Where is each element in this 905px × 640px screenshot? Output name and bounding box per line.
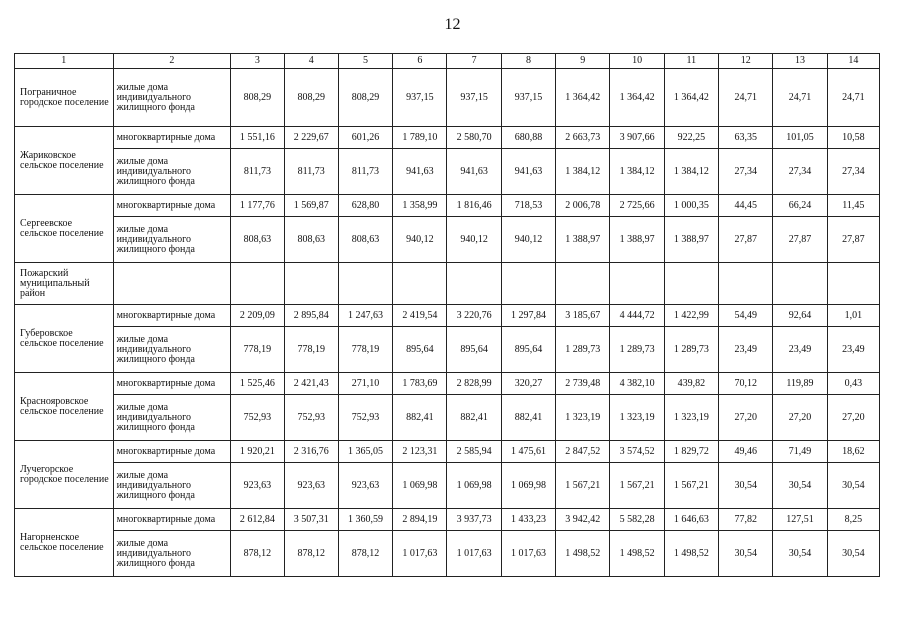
value-cell [231,263,284,305]
value-cell [501,263,555,305]
value-cell: 30,54 [773,531,827,577]
table-row [15,441,880,463]
value-cell: 882,41 [501,395,555,441]
housing-type-cell: многоквартирные дома [113,441,231,463]
value-cell: 3 937,73 [447,509,501,531]
value-cell: 1 364,42 [556,69,610,127]
value-cell: 44,45 [719,195,773,217]
column-number-cell: 10 [610,54,664,69]
tariff-table [14,53,880,577]
value-cell: 1 498,52 [610,531,664,577]
value-cell: 1 289,73 [556,327,610,373]
housing-type-cell: жилые дома индивидуального жилищного фонда [113,217,231,263]
value-cell: 30,54 [827,463,879,509]
value-cell: 2 123,31 [393,441,447,463]
value-cell: 1 384,12 [664,149,718,195]
value-cell: 628,80 [338,195,392,217]
housing-type-cell: жилые дома индивидуального жилищного фонда [113,69,231,127]
value-cell: 922,25 [664,127,718,149]
municipality-cell: Сергеевское сельское поселение [15,195,114,263]
value-cell: 24,71 [719,69,773,127]
value-cell: 878,12 [338,531,392,577]
value-cell: 811,73 [284,149,338,195]
municipality-cell: Пожарский муниципальный район [15,263,114,305]
value-cell: 895,64 [393,327,447,373]
value-cell: 1 017,63 [501,531,555,577]
value-cell: 1 000,35 [664,195,718,217]
value-cell: 2 585,94 [447,441,501,463]
value-cell: 27,87 [719,217,773,263]
value-cell: 27,20 [827,395,879,441]
value-cell: 937,15 [501,69,555,127]
value-cell [284,263,338,305]
value-cell: 24,71 [773,69,827,127]
housing-type-cell: жилые дома индивидуального жилищного фонда [113,463,231,509]
value-cell: 752,93 [338,395,392,441]
table-row [15,149,880,195]
value-cell: 808,63 [338,217,392,263]
value-cell: 4 444,72 [610,305,664,327]
value-cell [447,263,501,305]
value-cell: 2 006,78 [556,195,610,217]
value-cell: 680,88 [501,127,555,149]
value-cell: 923,63 [231,463,284,509]
value-cell: 923,63 [338,463,392,509]
value-cell: 882,41 [393,395,447,441]
table-row [15,305,880,327]
municipality-cell: Нагорненское сельское поселение [15,509,114,577]
column-number-cell: 11 [664,54,718,69]
value-cell: 811,73 [338,149,392,195]
value-cell: 718,53 [501,195,555,217]
value-cell: 1 388,97 [610,217,664,263]
value-cell: 1 289,73 [610,327,664,373]
value-cell: 923,63 [284,463,338,509]
value-cell: 10,58 [827,127,879,149]
value-cell: 3 942,42 [556,509,610,531]
column-number-cell: 6 [393,54,447,69]
column-number-cell: 3 [231,54,284,69]
value-cell: 2 725,66 [610,195,664,217]
value-cell: 23,49 [773,327,827,373]
value-cell: 77,82 [719,509,773,531]
value-cell [664,263,718,305]
value-cell [556,263,610,305]
value-cell: 24,71 [827,69,879,127]
value-cell: 1 783,69 [393,373,447,395]
housing-type-cell: многоквартирные дома [113,373,231,395]
value-cell: 27,34 [773,149,827,195]
value-cell: 1 358,99 [393,195,447,217]
value-cell: 1 388,97 [664,217,718,263]
value-cell: 127,51 [773,509,827,531]
value-cell: 66,24 [773,195,827,217]
municipality-cell: Пограничное городское поселение [15,69,114,127]
table-row [15,373,880,395]
column-number-cell: 9 [556,54,610,69]
value-cell: 2 663,73 [556,127,610,149]
value-cell: 2 847,52 [556,441,610,463]
table-body [15,54,880,577]
municipality-cell: Жариковское сельское поселение [15,127,114,195]
value-cell: 30,54 [719,463,773,509]
housing-type-cell: жилые дома индивидуального жилищного фонда [113,149,231,195]
municipality-cell: Лучегорское городское поселение [15,441,114,509]
value-cell: 3 574,52 [610,441,664,463]
column-number-cell: 12 [719,54,773,69]
value-cell: 2 209,09 [231,305,284,327]
value-cell: 1 384,12 [610,149,664,195]
value-cell: 1 323,19 [664,395,718,441]
value-cell: 11,45 [827,195,879,217]
value-cell: 2 894,19 [393,509,447,531]
housing-type-cell: многоквартирные дома [113,195,231,217]
value-cell: 1 069,98 [447,463,501,509]
value-cell: 1 017,63 [393,531,447,577]
value-cell: 1 551,16 [231,127,284,149]
value-cell: 1 365,05 [338,441,392,463]
value-cell: 808,63 [231,217,284,263]
value-cell: 3 220,76 [447,305,501,327]
municipality-cell: Краснояровское сельское поселение [15,373,114,441]
value-cell: 27,34 [827,149,879,195]
column-number-cell: 1 [15,54,114,69]
value-cell: 940,12 [501,217,555,263]
value-cell: 1 567,21 [610,463,664,509]
value-cell: 30,54 [827,531,879,577]
housing-type-cell: многоквартирные дома [113,305,231,327]
value-cell: 2 612,84 [231,509,284,531]
value-cell: 27,87 [827,217,879,263]
value-cell: 23,49 [827,327,879,373]
value-cell [393,263,447,305]
value-cell: 2 895,84 [284,305,338,327]
table-row [15,327,880,373]
value-cell: 940,12 [393,217,447,263]
value-cell: 5 582,28 [610,509,664,531]
value-cell: 1 789,10 [393,127,447,149]
value-cell: 18,62 [827,441,879,463]
column-number-cell: 7 [447,54,501,69]
value-cell: 27,34 [719,149,773,195]
table-row [15,463,880,509]
value-cell: 27,87 [773,217,827,263]
value-cell: 778,19 [338,327,392,373]
value-cell: 1 297,84 [501,305,555,327]
value-cell: 941,63 [447,149,501,195]
value-cell: 320,27 [501,373,555,395]
value-cell: 1 422,99 [664,305,718,327]
housing-type-cell: жилые дома индивидуального жилищного фонда [113,395,231,441]
value-cell: 1 920,21 [231,441,284,463]
municipality-cell: Губеровское сельское поселение [15,305,114,373]
value-cell [773,263,827,305]
value-cell: 2 828,99 [447,373,501,395]
value-cell [610,263,664,305]
value-cell: 601,26 [338,127,392,149]
value-cell [719,263,773,305]
table-row [15,509,880,531]
value-cell: 878,12 [231,531,284,577]
value-cell: 30,54 [773,463,827,509]
value-cell: 1 816,46 [447,195,501,217]
column-number-cell: 8 [501,54,555,69]
table-row [15,195,880,217]
value-cell: 101,05 [773,127,827,149]
value-cell: 1 384,12 [556,149,610,195]
value-cell: 2 739,48 [556,373,610,395]
value-cell: 882,41 [447,395,501,441]
value-cell: 1 360,59 [338,509,392,531]
value-cell: 27,20 [773,395,827,441]
table-row [15,531,880,577]
value-cell: 27,20 [719,395,773,441]
value-cell: 271,10 [338,373,392,395]
value-cell: 1 525,46 [231,373,284,395]
value-cell: 1 498,52 [556,531,610,577]
value-cell: 119,89 [773,373,827,395]
table-row [15,263,880,305]
value-cell: 778,19 [284,327,338,373]
value-cell: 1 567,21 [556,463,610,509]
value-cell: 752,93 [284,395,338,441]
column-number-header-row [15,54,880,69]
housing-type-cell: жилые дома индивидуального жилищного фонда [113,327,231,373]
value-cell: 1 323,19 [556,395,610,441]
column-number-cell: 13 [773,54,827,69]
value-cell: 71,49 [773,441,827,463]
value-cell: 1 364,42 [664,69,718,127]
column-number-cell: 14 [827,54,879,69]
value-cell: 895,64 [501,327,555,373]
value-cell: 1 388,97 [556,217,610,263]
housing-type-cell: жилые дома индивидуального жилищного фонда [113,531,231,577]
value-cell: 1 498,52 [664,531,718,577]
value-cell: 3 185,67 [556,305,610,327]
value-cell: 1 475,61 [501,441,555,463]
value-cell: 1 069,98 [393,463,447,509]
value-cell: 54,49 [719,305,773,327]
value-cell: 778,19 [231,327,284,373]
value-cell: 3 507,31 [284,509,338,531]
value-cell: 811,73 [231,149,284,195]
value-cell: 8,25 [827,509,879,531]
value-cell: 439,82 [664,373,718,395]
value-cell: 70,12 [719,373,773,395]
column-number-cell: 2 [113,54,231,69]
value-cell: 937,15 [447,69,501,127]
value-cell: 3 907,66 [610,127,664,149]
value-cell: 2 421,43 [284,373,338,395]
value-cell: 0,43 [827,373,879,395]
value-cell: 1 177,76 [231,195,284,217]
table-row [15,217,880,263]
value-cell: 1 069,98 [501,463,555,509]
table-row [15,127,880,149]
value-cell: 1 433,23 [501,509,555,531]
value-cell: 940,12 [447,217,501,263]
value-cell: 1 829,72 [664,441,718,463]
housing-type-cell: многоквартирные дома [113,509,231,531]
value-cell: 63,35 [719,127,773,149]
value-cell: 92,64 [773,305,827,327]
value-cell: 937,15 [393,69,447,127]
value-cell: 808,29 [284,69,338,127]
column-number-cell: 4 [284,54,338,69]
value-cell: 878,12 [284,531,338,577]
page-number: 12 [444,16,461,33]
value-cell: 1 364,42 [610,69,664,127]
value-cell: 808,63 [284,217,338,263]
value-cell: 895,64 [447,327,501,373]
housing-type-cell: многоквартирные дома [113,127,231,149]
value-cell [338,263,392,305]
value-cell: 30,54 [719,531,773,577]
column-number-cell: 5 [338,54,392,69]
table-row [15,69,880,127]
value-cell: 1 567,21 [664,463,718,509]
value-cell: 2 419,54 [393,305,447,327]
value-cell: 1 323,19 [610,395,664,441]
value-cell: 808,29 [231,69,284,127]
value-cell: 4 382,10 [610,373,664,395]
value-cell: 1 646,63 [664,509,718,531]
value-cell: 808,29 [338,69,392,127]
value-cell: 1 247,63 [338,305,392,327]
value-cell: 1 017,63 [447,531,501,577]
value-cell: 2 316,76 [284,441,338,463]
value-cell: 2 580,70 [447,127,501,149]
value-cell: 752,93 [231,395,284,441]
value-cell: 1 569,87 [284,195,338,217]
value-cell: 941,63 [501,149,555,195]
housing-type-cell [113,263,231,305]
value-cell: 2 229,67 [284,127,338,149]
value-cell: 49,46 [719,441,773,463]
value-cell: 23,49 [719,327,773,373]
value-cell: 941,63 [393,149,447,195]
value-cell [827,263,879,305]
value-cell: 1 289,73 [664,327,718,373]
value-cell: 1,01 [827,305,879,327]
table-row [15,395,880,441]
